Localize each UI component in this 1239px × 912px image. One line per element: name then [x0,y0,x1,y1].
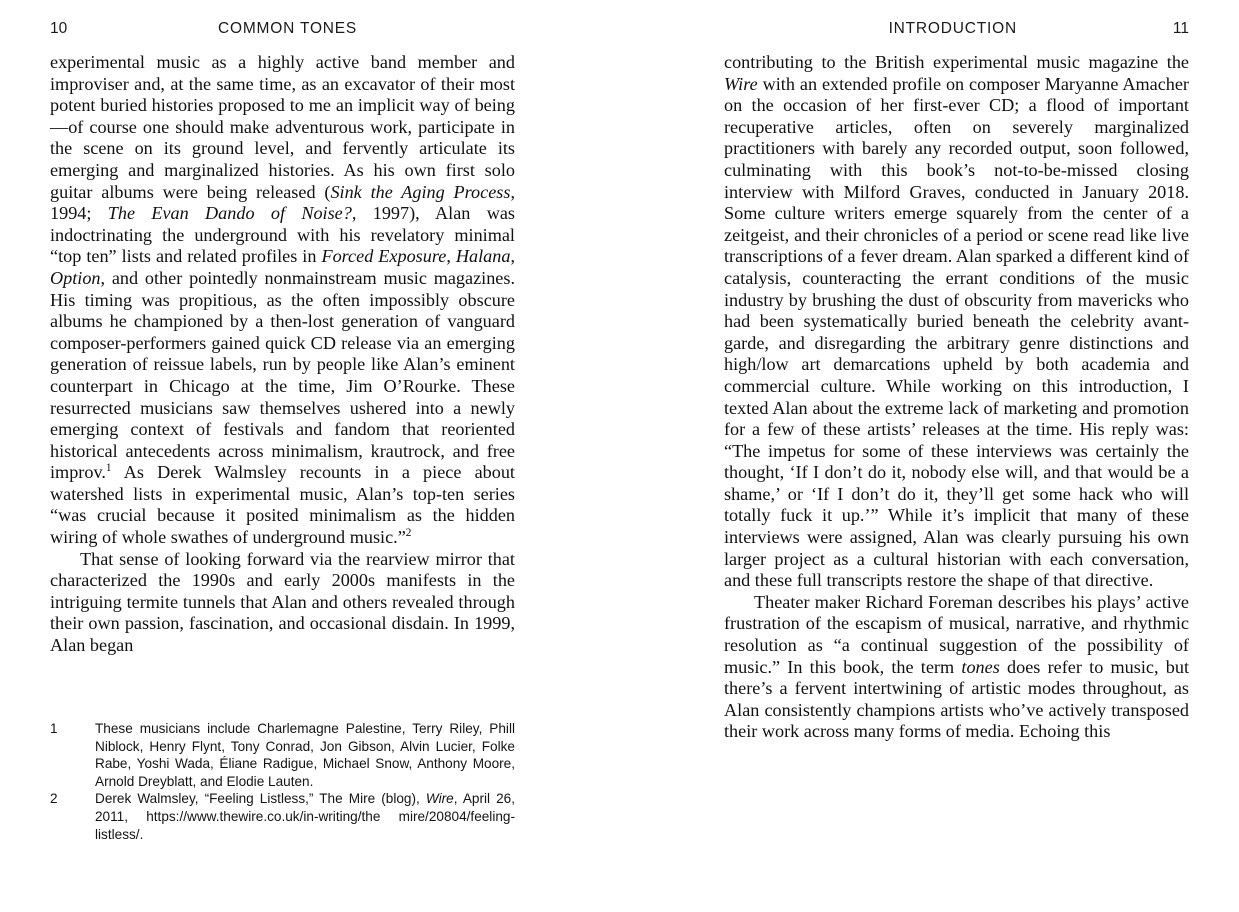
paragraph-continuation [724,52,1189,592]
footnote-text: These musicians include Charlemagne Palestine, Terry Riley, Phill Niblock, Henry Flynt, Tony Conrad, Jon Gibson, Alvin Lucier, Folke Rabe, Yoshi Wada, Éliane Radigue, Michael Snow, Anthony Moore, Arnold Dreyblatt, and Elodie Lauten. [95,721,515,789]
footnote-item [50,720,515,790]
paragraph-continuation [50,52,515,549]
footnote-number: 2 [50,791,58,807]
italic-magazine-title: Option [50,267,101,288]
italic-album-title: The Evan Dando of Noise? [107,203,352,224]
footnote-marker-2: 2 [405,527,412,539]
italic-magazine-title: Wire [425,791,454,807]
running-head-book-title: COMMON TONES [218,20,358,37]
folio-right: 11 [1172,20,1189,37]
text-run: Theater maker Richard Foreman describes his plays’ active frustration of the escapism of musical, narrative, and rhythmic resolution as “a continual suggestion of the possibility of music.” In this book, the term [724,591,1189,677]
footnote-text [95,790,515,843]
running-head-chapter-title: INTRODUCTION [888,20,1017,37]
italic-magazine-title: Forced Exposure [321,246,447,267]
left-text-column [50,52,515,657]
text-run: contributing to the British experimental music magazine the [724,52,1189,72]
text-run: , [510,246,515,267]
text-run: , and other pointedly nonmainstream music magazines. His timing was propitious, as the often impossibly obscure albums he championed by a then-lost generation of vanguard composer-performers gained quick CD release via an emerging generation of reissue labels, run by people like Alan’s eminent counterpart in Chicago at the time, Jim O’Rourke. These resurrected musicians saw themselves ushered into a newly emerging context of festivals and fandom that reoriented historical antecedents across minimalism, krautrock, and free improv. [50,267,515,483]
text-run: with an extended profile on composer Maryanne Amacher on the occasion of her first-ever CD; a flood of important recuperative articles, often on severely marginalized practitioners with barely any recorded output, soon followed, culminating with this book’s not-to-be-missed closing interview with Milford Graves, conducted in January 2018. Some culture writers emerge squarely from the center of a zeitgeist, and their chronicles of a period or scene read like live transcriptions of a fever dream. Alan sparked a different kind of catalysis, counteracting the errant conditions of the music industry by brushing the dust of obscurity from mavericks who had been systematically buried beneath the celebrity avant-garde, and disregarding the arbitrary genre distinctions and high/low art demarcations upheld by both academia and commercial culture. While working on this introduction, I texted Alan about the extreme lack of marketing and promotion for a few of these artists’ releases at the time. His reply was: “The impetus for some of these interviews was certainly the thought, ‘If I don’t do it, nobody else will, and that would be a shame,’ or ‘If I don’t do it, they’ll get some hack who will totally fuck it up.’” While it’s implicit that many of these interviews were assigned, Alan was clearly pursuing his own larger project as a cultural historian with each conversation, and these full transcripts restore the shape of that directive. [724,73,1189,591]
text-run: , April 26, 2011, https://www.thewire.co.uk/in-writing/the mire/20804/feeling-listless/. [95,791,515,842]
text-run: Derek Walmsley, “Feeling Listless,” The Mire (blog), [95,791,426,807]
folio-left: 10 [50,20,68,37]
text-run: does refer to music, but there’s a fervent intertwining of artistic modes throughout, as Alan consistently champions artists who’ve actively transposed their work across many forms of media. Echoing this [724,656,1190,742]
footnote-marker-1: 1 [105,462,112,475]
italic-magazine-title: Halana [455,246,511,267]
footnote-block [50,720,515,843]
paragraph: That sense of looking forward via the rearview mirror that characterized the 1990s and early 2000s manifests in the intriguing termite tunnels that Alan and others revealed through their own passion, fascination, and occasional disdain. In 1999, Alan began [50,548,515,656]
italic-album-title: Sink the Aging Process [330,181,511,202]
paragraph [724,592,1189,743]
italic-magazine-title: Wire [724,73,758,94]
text-run: experimental music as a highly active band member and improviser and, at the same time, as an excavator of their most potent buried histories proposed to me an implicit way of being—of course one should make adventurous work, participate in the scene on its ground level, and fervently articulate its emerging and marginalized histories. As his own first solo guitar albums were being released ( [50,52,515,202]
text-run: , [446,246,456,267]
footnote-number: 1 [50,721,58,736]
text-run: As Derek Walmsley recounts in a piece about watershed lists in experimental music, Alan’s top-ten series “was crucial because it posited minimalism as the hidden wiring of whole swathes of underground music.” [50,462,515,548]
italic-term: tones [961,656,1000,677]
text-run: , 1997), Alan was indoctrinating the underground with his revelatory minimal “top ten” lists and related profiles in [50,203,515,267]
text-run: , 1994; [50,181,515,224]
footnote-item [50,790,515,843]
right-text-column [724,52,1189,743]
